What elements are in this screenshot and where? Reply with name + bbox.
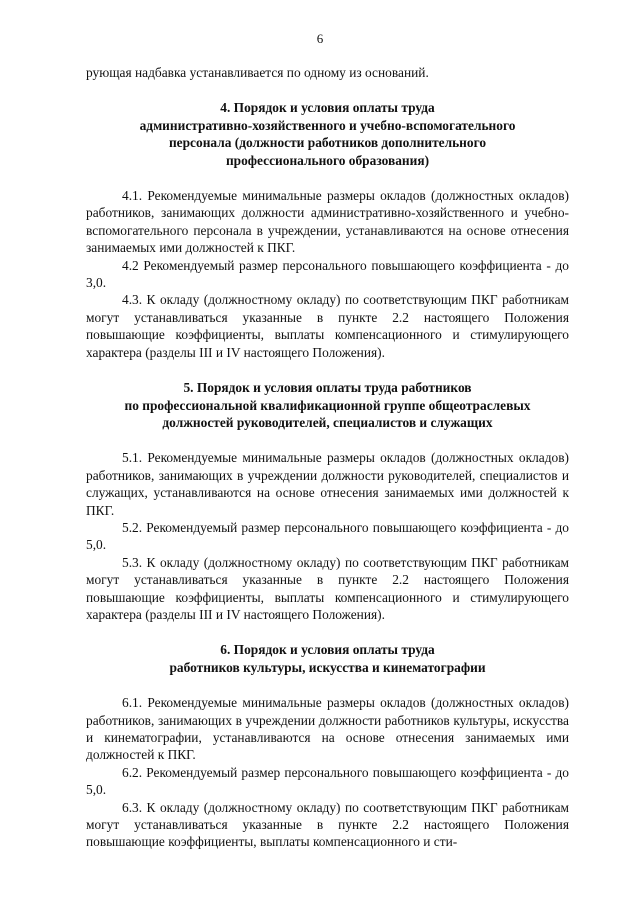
paragraph-6-2: 6.2. Рекомендуемый размер персонального повышающего коэффициента - до 5,0.: [86, 764, 569, 798]
spacer: [86, 676, 569, 694]
spacer: [86, 623, 569, 641]
section-4-heading-line: профессионального образования): [225, 152, 430, 168]
paragraph-4-2: 4.2 Рекомендуемый размер персонального повышающего коэффициента - до 3,0.: [86, 257, 569, 291]
paragraph-6-3: 6.3. К окладу (должностному окладу) по соответствующим ПКГ работникам могут устанавливаться указанные в пункте 2.2 настоящего Положения повышающие коэффициенты, выплаты компенсационного и сти-: [86, 799, 569, 850]
section-5-heading: [86, 379, 569, 431]
section-6-heading-line: 6. Порядок и условия оплаты труда: [220, 642, 435, 658]
section-6-heading-line: работников культуры, искусства и кинематографии: [169, 659, 486, 675]
spacer: [86, 361, 569, 379]
spacer: [86, 431, 569, 449]
spacer: [86, 81, 569, 99]
section-4-heading-line: 4. Порядок и условия оплаты труда: [220, 100, 435, 116]
paragraph-5-1: 5.1. Рекомендуемые минимальные размеры окладов (должностных окладов) работников, занимающих в учреждении должности руководителей, специалистов и служащих, устанавливаются на основе отнесения занимаемых ими должностей к ПКГ.: [86, 450, 569, 518]
paragraph-6-1: 6.1. Рекомендуемые минимальные размеры окладов (должностных окладов) работников, занимающих в учреждении должности работников культуры, искусства и кинематографии, устанавливаются на основе отнесения занимаемых ими должностей к ПКГ.: [86, 695, 569, 763]
paragraph-4-1: 4.1. Рекомендуемые минимальные размеры окладов (должностных окладов) работников, занимающих должности административно-хозяйственного и учебно-вспомогательного персонала в учреждении, устанавливаются на основе отнесения занимаемых ими должностей к ПКГ.: [86, 188, 569, 256]
spacer: [86, 169, 569, 187]
section-4-heading: [86, 99, 569, 169]
section-5-heading-line: должностей руководителей, специалистов и служащих: [162, 414, 493, 430]
section-4-heading-line: административно-хозяйственного и учебно-вспомогательного: [139, 117, 516, 133]
section-5-heading-line: по профессиональной квалификационной группе общеотраслевых: [124, 397, 531, 413]
section-5-heading-line: 5. Порядок и условия оплаты труда работников: [183, 380, 472, 396]
paragraph-5-2: 5.2. Рекомендуемый размер персонального повышающего коэффициента - до 5,0.: [86, 519, 569, 553]
paragraph-4-3: 4.3. К окладу (должностному окладу) по соответствующим ПКГ работникам могут устанавливаться указанные в пункте 2.2 настоящего Положения повышающие коэффициенты, выплаты компенсационного и стимулирующего характера (разделы III и IV настоящего Положения).: [86, 292, 569, 360]
document-body: [86, 64, 569, 851]
paragraph-5-3: 5.3. К окладу (должностному окладу) по соответствующим ПКГ работникам могут устанавливаться указанные в пункте 2.2 настоящего Положения повышающие коэффициенты, выплаты компенсационного и стимулирующего характера (разделы III и IV настоящего Положения).: [86, 554, 569, 622]
section-4-heading-line: персонала (должности работников дополнительного: [168, 135, 487, 151]
intro-continuation-line: рующая надбавка устанавливается по одному из оснований.: [86, 65, 429, 80]
page-number: 6: [316, 31, 324, 46]
section-6-heading: [86, 641, 569, 676]
